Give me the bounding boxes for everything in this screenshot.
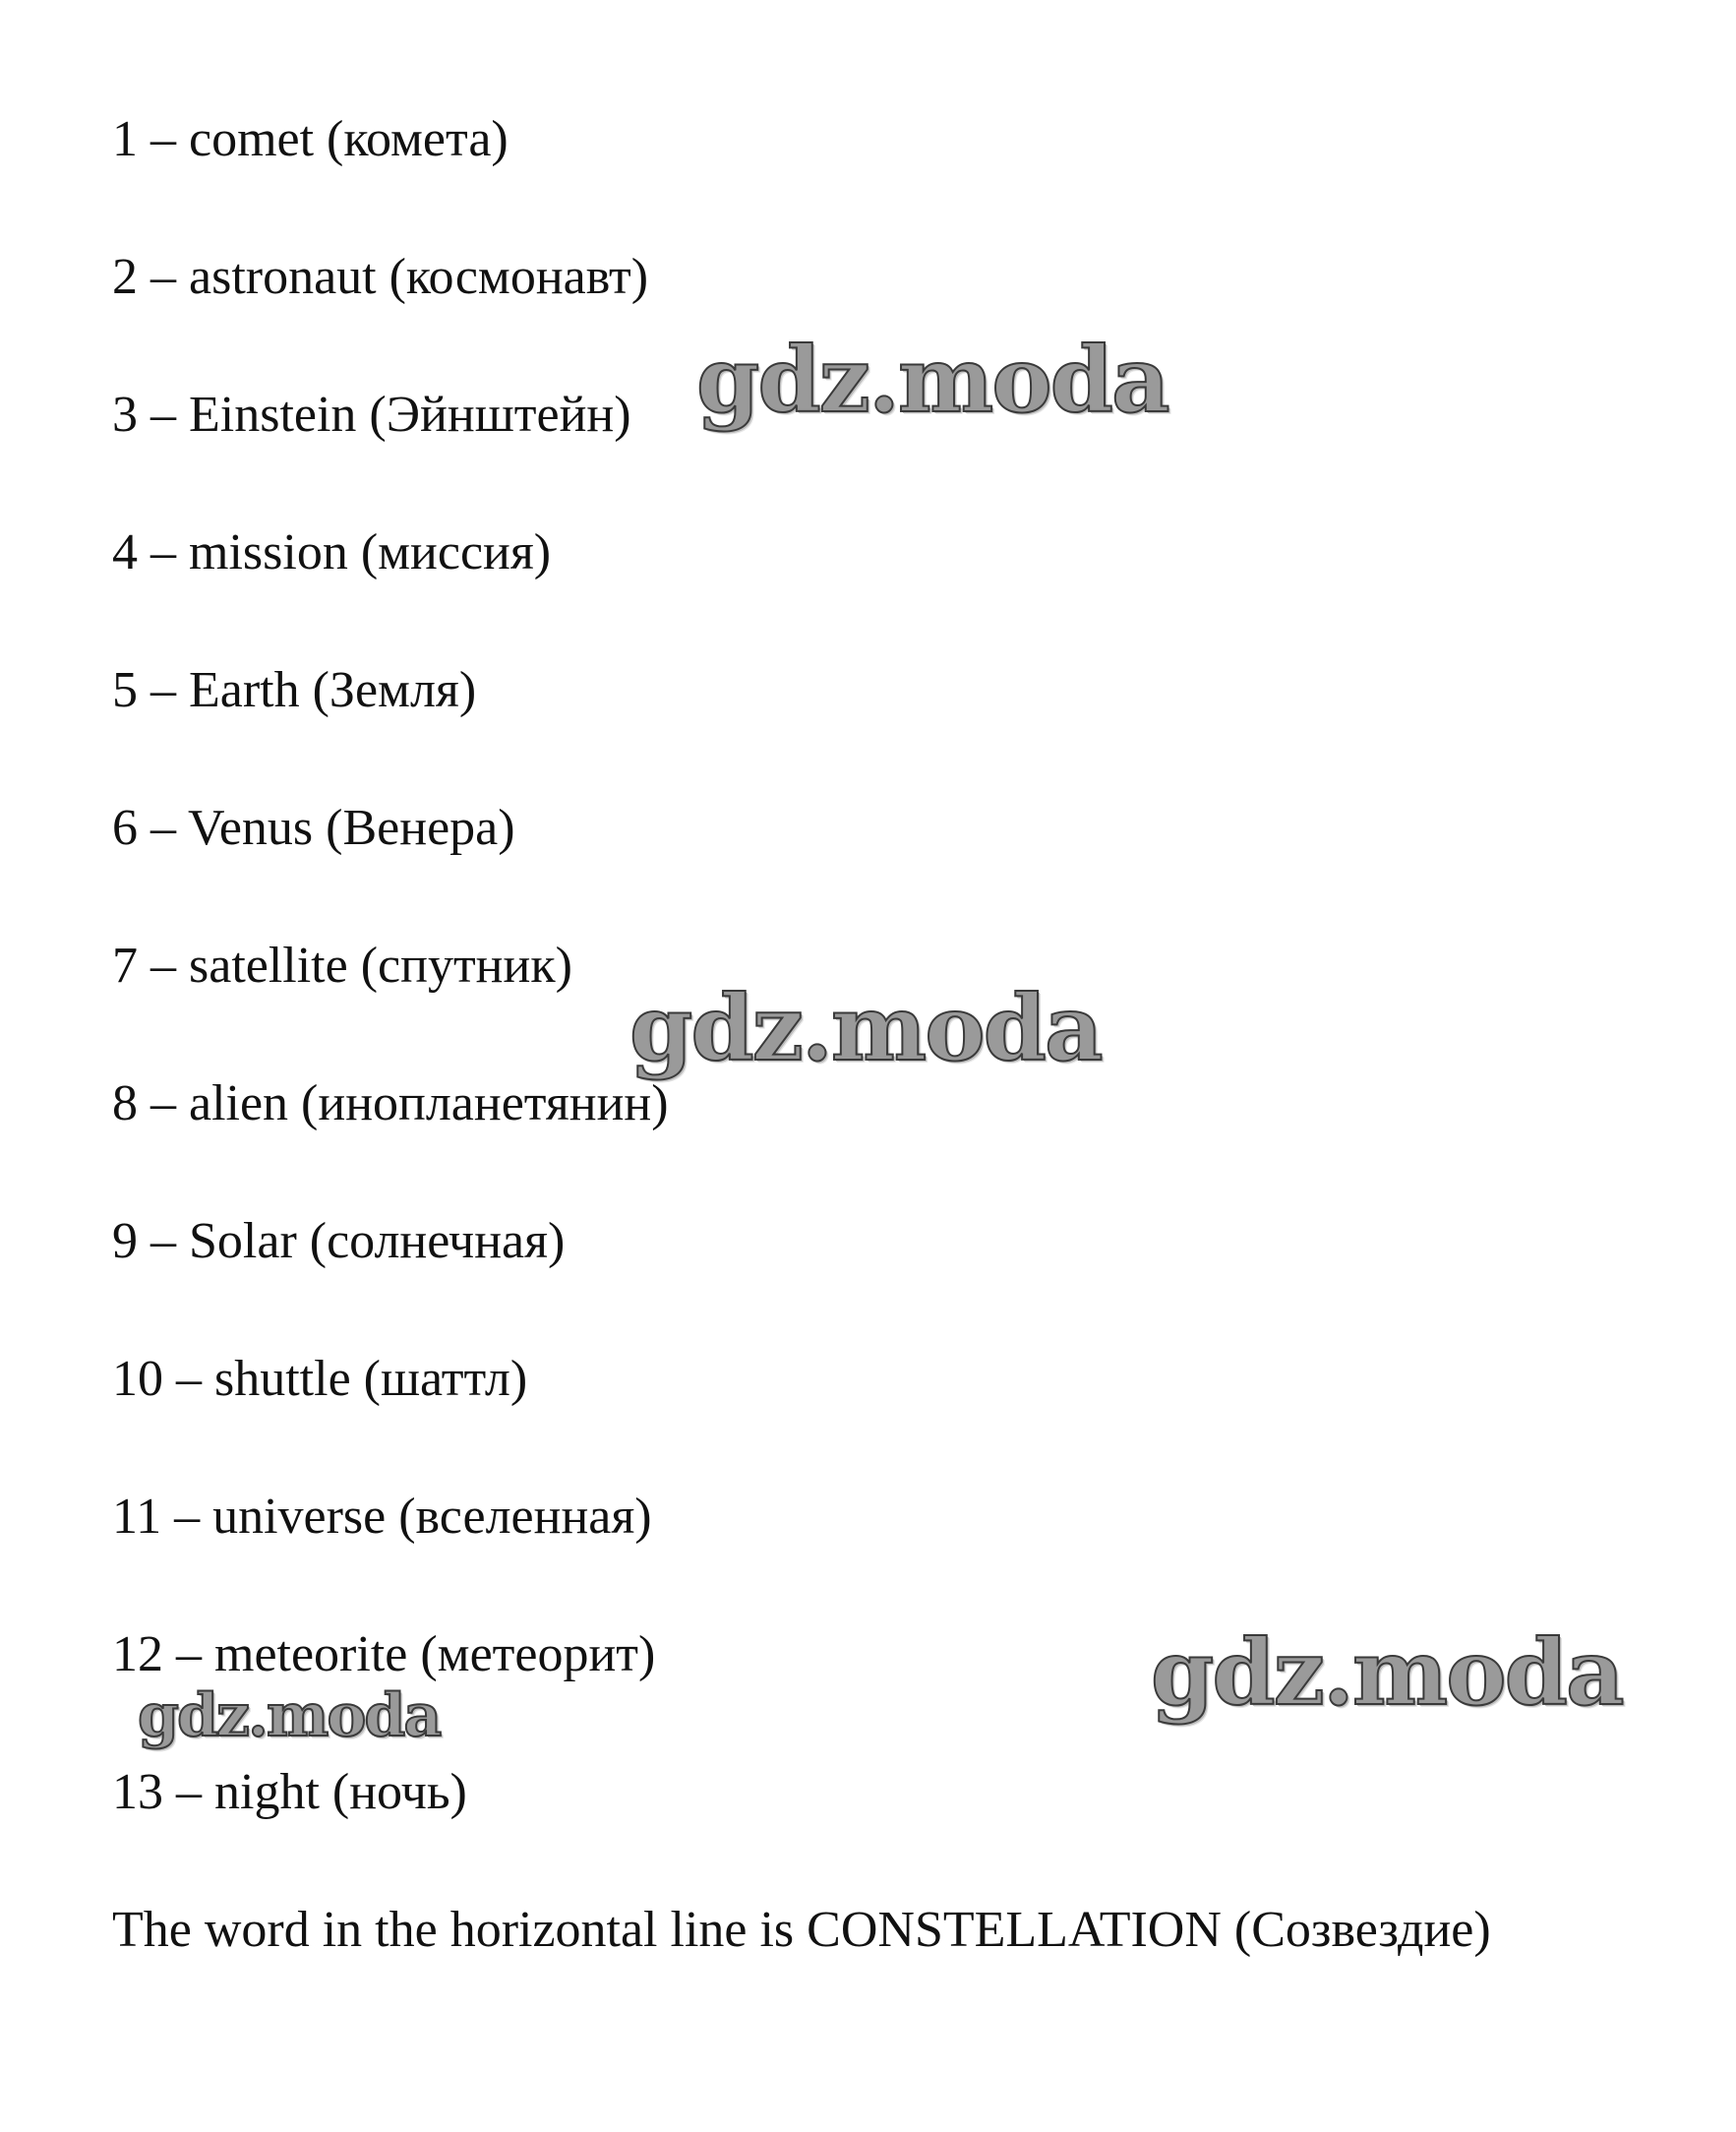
list-item: 2 – astronaut (космонавт) [112,249,649,305]
list-item: 6 – Venus (Венера) [112,800,515,856]
list-item: 3 – Einstein (Эйнштейн) [112,387,631,443]
list-item: 1 – comet (комета) [112,111,509,167]
list-item: 10 – shuttle (шаттл) [112,1351,528,1407]
conclusion-text: The word in the horizontal line is CONSTELLATION (Созвездие) [112,1902,1491,1958]
watermark-logo: gdz.moda [138,1681,441,1750]
watermark-logo: gdz.moda [696,327,1168,433]
watermark-logo: gdz.moda [629,975,1102,1081]
list-item: 11 – universe (вселенная) [112,1489,652,1545]
list-item: 9 – Solar (солнечная) [112,1213,566,1269]
list-item: 4 – mission (миссия) [112,524,552,580]
list-item: 12 – meteorite (метеорит) [112,1626,656,1682]
list-item: 8 – alien (инопланетянин) [112,1075,669,1131]
watermark-logo: gdz.moda [1151,1619,1623,1726]
list-item: 13 – night (ночь) [112,1764,467,1820]
list-item: 7 – satellite (спутник) [112,938,572,994]
list-item: 5 – Earth (Земля) [112,662,477,718]
